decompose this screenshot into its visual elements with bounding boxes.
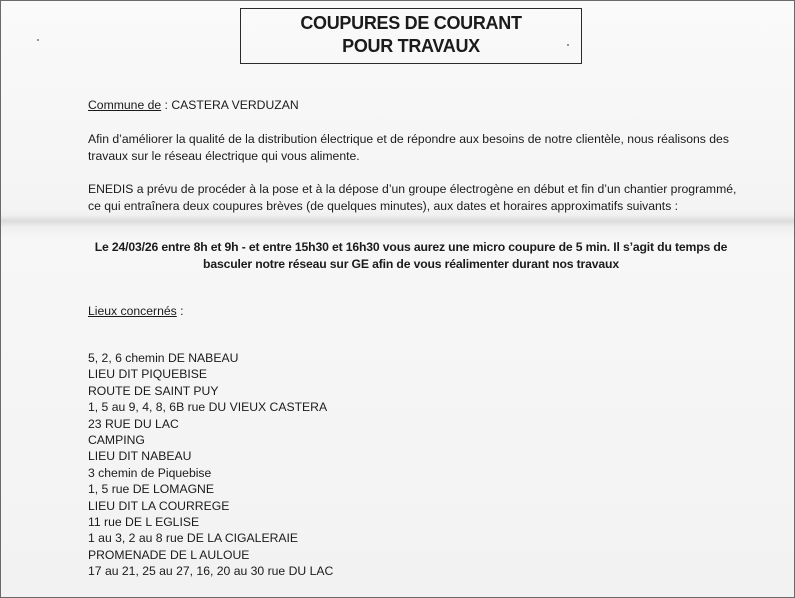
- list-item: LIEU DIT LA COURREGE: [88, 498, 230, 513]
- speck-mark: [37, 39, 39, 41]
- list-item: 3 chemin de Piquebise: [88, 465, 212, 480]
- places-list: [88, 350, 333, 580]
- list-item: 1 au 3, 2 au 8 rue DE LA CIGALERAIE: [88, 531, 299, 546]
- places-separator: :: [176, 304, 184, 318]
- places-heading: [88, 303, 184, 319]
- title-box: [240, 8, 582, 64]
- list-item: PROMENADE DE L AULOUE: [88, 547, 250, 562]
- paragraph-2-line-1: ENEDIS a prévu de procéder à la pose et à la dépose d’un groupe électrogène en début et fin d’un chantier programmé,: [88, 182, 737, 196]
- list-item: LIEU DIT PIQUEBISE: [88, 367, 207, 382]
- list-item: 5, 2, 6 chemin DE NABEAU: [88, 351, 239, 365]
- list-item: 23 RUE DU LAC: [88, 416, 179, 431]
- title-line-2: POUR TRAVAUX: [342, 36, 480, 56]
- paragraph-1-line-1: Afin d’améliorer la qualité de la distribution électrique et de répondre aux besoins de notre clientèle, nous réalisons des: [88, 132, 729, 146]
- places-label: Lieux concernés: [88, 304, 177, 318]
- list-item: 11 rue DE L EGLISE: [88, 515, 200, 530]
- title-line-1: COUPURES DE COURANT: [300, 13, 522, 33]
- list-item: LIEU DIT NABEAU: [88, 449, 192, 464]
- commune-value: CASTERA VERDUZAN: [171, 98, 299, 112]
- list-item: CAMPING: [88, 433, 145, 448]
- notice-line-1: Le 24/03/26 entre 8h et 9h - et entre 15h30 et 16h30 vous aurez une micro coupure de 5 min. Il s’agit du temps de: [94, 240, 728, 254]
- notice-line-2: basculer notre réseau sur GE afin de vous réalimenter durant nos travaux: [203, 257, 619, 271]
- paper-fold-shadow: [1, 215, 794, 227]
- list-item: 17 au 21, 25 au 27, 16, 20 au 30 rue DU LAC: [88, 564, 334, 579]
- commune-separator: :: [161, 98, 172, 112]
- paragraph-2-line-2: ce qui entraînera deux coupures brèves (de quelques minutes), aux dates et horaires approximatifs suivants :: [88, 199, 679, 213]
- list-item: ROUTE DE SAINT PUY: [88, 383, 219, 398]
- paragraph-1-line-2: travaux sur le réseau électrique qui vous alimente.: [88, 149, 360, 163]
- commune-line: [88, 97, 299, 113]
- list-item: 1, 5 au 9, 4, 8, 6B rue DU VIEUX CASTERA: [88, 400, 328, 415]
- commune-label: Commune de: [88, 98, 162, 112]
- list-item: 1, 5 rue DE LOMAGNE: [88, 482, 214, 497]
